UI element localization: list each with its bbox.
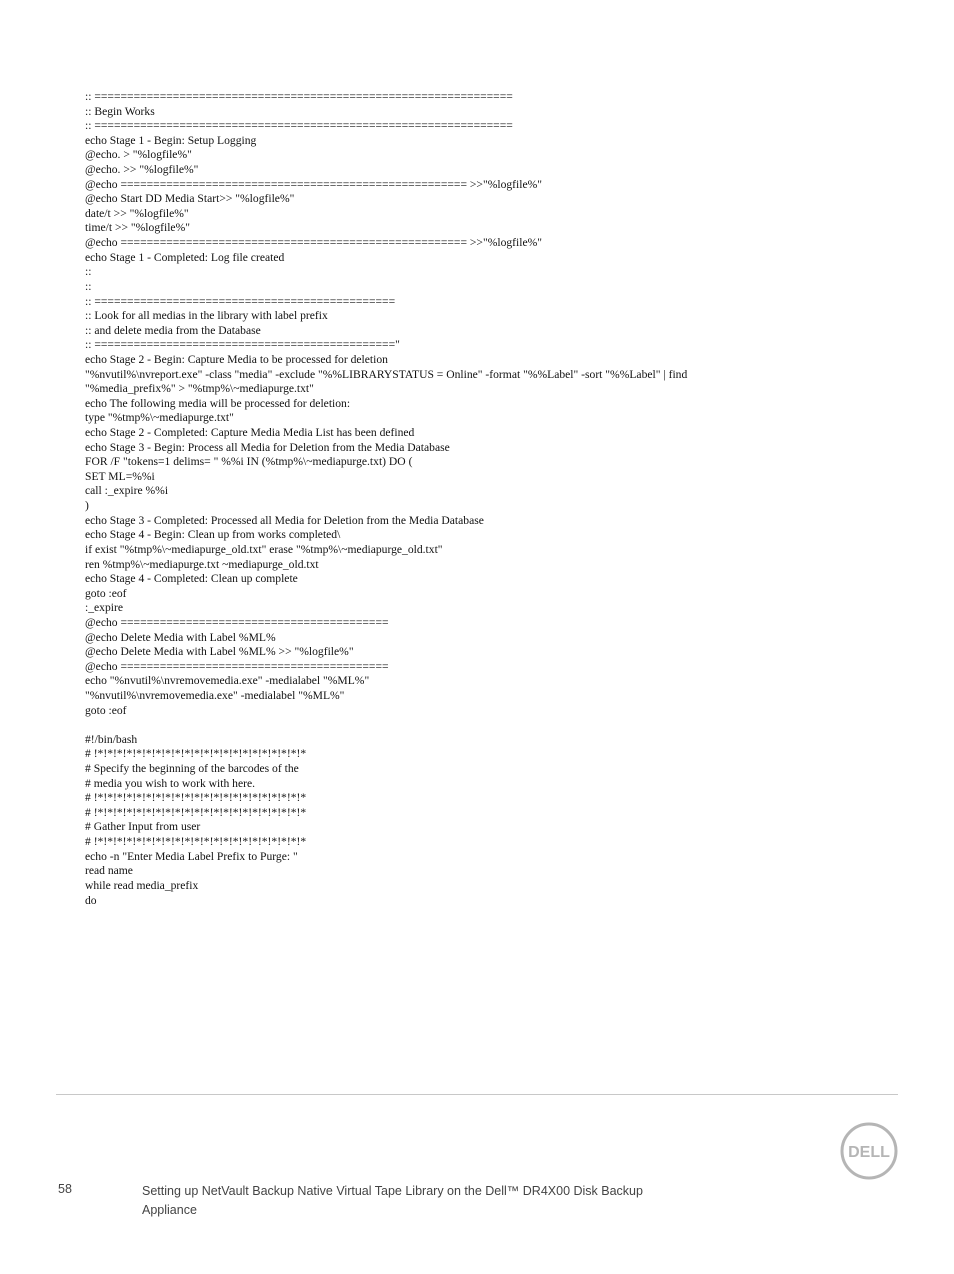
code-line: @echo Delete Media with Label %ML%: [85, 630, 276, 644]
code-line: echo Stage 2 - Completed: Capture Media Media List has been defined: [85, 426, 415, 440]
code-line: goto :eof: [85, 703, 127, 717]
code-line: SET ML=%%i: [85, 469, 155, 483]
code-line: ::: [85, 279, 92, 293]
code-line: :: ================================================================: [85, 90, 513, 103]
code-line: # !*!*!*!*!*!*!*!*!*!*!*!*!*!*!*!*!*!*!*!*!*!*: [85, 747, 307, 761]
code-line: # media you wish to work with here.: [85, 776, 256, 790]
code-line: "%nvutil%\nvremovemedia.exe" -medialabel "%ML%": [85, 688, 345, 702]
code-line: echo "%nvutil%\nvremovemedia.exe" -medialabel "%ML%": [85, 674, 370, 688]
code-line: echo Stage 4 - Begin: Clean up from works completed\: [85, 528, 341, 542]
code-line: # !*!*!*!*!*!*!*!*!*!*!*!*!*!*!*!*!*!*!*!*!*!*: [85, 791, 307, 805]
code-line: if exist "%tmp%\~mediapurge_old.txt" erase "%tmp%\~mediapurge_old.txt": [85, 542, 443, 556]
code-line: date/t >> "%logfile%": [85, 206, 189, 220]
code-line: echo Stage 4 - Completed: Clean up complete: [85, 572, 298, 586]
code-line: :: ==============================================": [85, 338, 400, 352]
code-line: echo The following media will be processed for deletion:: [85, 396, 351, 410]
code-line: :: and delete media from the Database: [85, 323, 261, 337]
code-line: @echo ===================================================== >>"%logfile%": [85, 177, 543, 191]
footer-title: [142, 1182, 702, 1220]
code-line: [85, 718, 885, 733]
code-listing: [85, 90, 885, 908]
code-line: "%nvutil%\nvreport.exe" -class "media" -exclude "%%LIBRARYSTATUS = Online" -format "%%Label" -sort "%%Label" | find: [85, 367, 688, 381]
code-line: echo Stage 3 - Begin: Process all Media for Deletion from the Media Database: [85, 440, 450, 454]
code-line: # !*!*!*!*!*!*!*!*!*!*!*!*!*!*!*!*!*!*!*!*!*!*: [85, 805, 307, 819]
code-line: # Specify the beginning of the barcodes of the: [85, 762, 299, 776]
code-line: ): [85, 499, 89, 513]
code-line: do: [85, 893, 97, 907]
code-line: ren %tmp%\~mediapurge.txt ~mediapurge_old.txt: [85, 557, 319, 571]
code-line: @echo Delete Media with Label %ML% >> "%logfile%": [85, 645, 354, 659]
code-line: read name: [85, 864, 133, 878]
code-line: @echo. > "%logfile%": [85, 148, 192, 162]
code-line: echo Stage 2 - Begin: Capture Media to be processed for deletion: [85, 352, 388, 366]
dell-logo-icon: [839, 1121, 899, 1181]
code-line: FOR /F "tokens=1 delims= " %%i IN (%tmp%\~mediapurge.txt) DO (: [85, 455, 413, 469]
code-line: time/t >> "%logfile%": [85, 221, 190, 235]
code-line: :: ================================================================: [85, 119, 513, 133]
footer-title-line-1: Setting up NetVault Backup Native Virtual Tape Library on the Dell™ DR4X00 Disk Backup: [142, 1184, 643, 1198]
code-line: goto :eof: [85, 586, 127, 600]
code-line: @echo. >> "%logfile%": [85, 163, 199, 177]
footer-title-line-2: Appliance: [142, 1203, 197, 1217]
code-line: @echo ===================================================== >>"%logfile%": [85, 236, 543, 250]
code-line: @echo =========================================: [85, 615, 389, 629]
code-line: type "%tmp%\~mediapurge.txt": [85, 411, 234, 425]
code-line: echo Stage 3 - Completed: Processed all Media for Deletion from the Media Database: [85, 513, 484, 527]
dell-logo-text: DELL: [848, 1144, 890, 1161]
code-line: echo -n "Enter Media Label Prefix to Purge: ": [85, 849, 298, 863]
code-line: call :_expire %%i: [85, 484, 169, 498]
code-line: "%media_prefix%" > "%tmp%\~mediapurge.txt": [85, 382, 314, 396]
code-line: #!/bin/bash: [85, 732, 138, 746]
code-line: :_expire: [85, 601, 123, 615]
code-line: :: Look for all medias in the library with label prefix: [85, 309, 328, 323]
code-line: @echo Start DD Media Start>> "%logfile%": [85, 192, 295, 206]
code-line: while read media_prefix: [85, 878, 199, 892]
code-line: echo Stage 1 - Completed: Log file created: [85, 250, 285, 264]
code-line: ::: [85, 265, 92, 279]
code-line: # Gather Input from user: [85, 820, 201, 834]
code-line: :: Begin Works: [85, 104, 155, 118]
footer-divider: [56, 1094, 898, 1095]
code-line: @echo =========================================: [85, 659, 389, 673]
code-line: # !*!*!*!*!*!*!*!*!*!*!*!*!*!*!*!*!*!*!*!*!*!*: [85, 835, 307, 849]
code-line: :: ==============================================: [85, 294, 396, 308]
page-number: 58: [58, 1182, 72, 1196]
code-line: echo Stage 1 - Begin: Setup Logging: [85, 133, 257, 147]
